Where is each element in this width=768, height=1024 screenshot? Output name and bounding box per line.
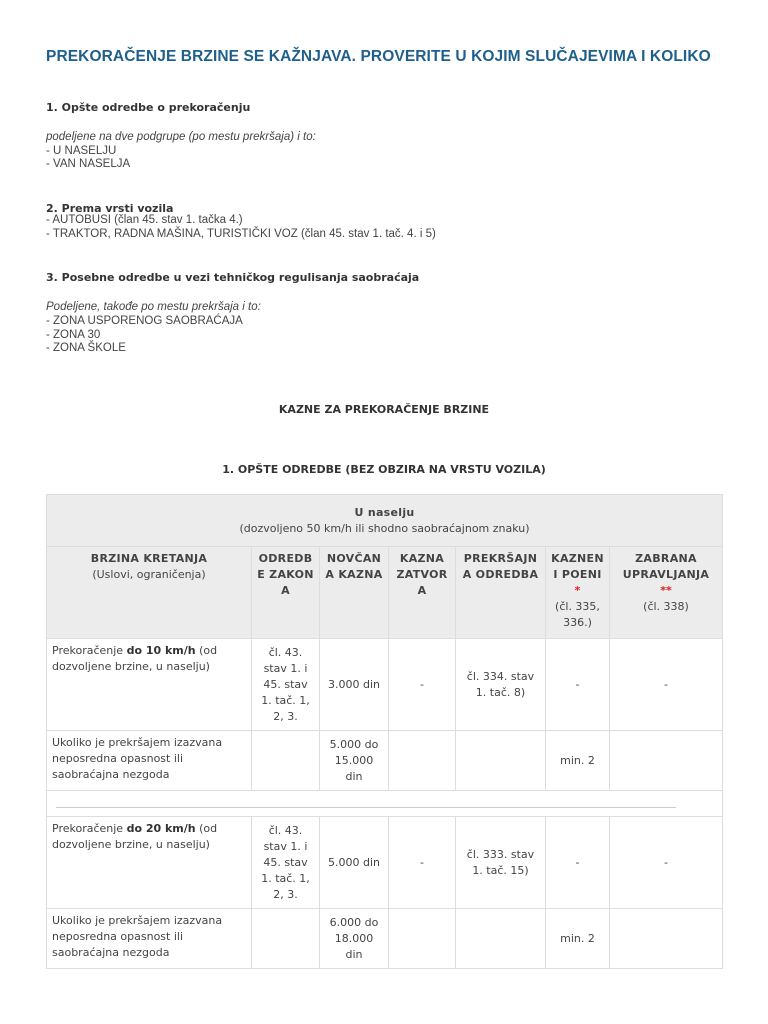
row-description	[47, 639, 252, 731]
prison-cell: -	[389, 817, 456, 909]
offense-cell: čl. 333. stav 1. tač. 15)	[456, 817, 546, 909]
column-header-prison-text: KAZNA ZATVORA	[396, 552, 448, 597]
column-header-points-subtitle: (čl. 335, 336.)	[555, 600, 600, 629]
table-row	[47, 817, 723, 909]
list-item: - TRAKTOR, RADNA MAŠINA, TURISTIČKI VOZ (član 45. stav 1. tač. 4. i 5)	[46, 228, 436, 240]
section-heading-vehicle: 2. Prema vrsti vozila	[46, 202, 174, 215]
fines-heading: KAZNE ZA PREKORAČENJE BRZINE	[278, 403, 490, 416]
law-cell: čl. 43. stav 1. i 45. stav 1. tač. 1, 2, 3.	[252, 639, 320, 731]
description-text: Prekoračenje	[52, 822, 127, 835]
points-cell: -	[546, 639, 610, 731]
offense-cell: čl. 334. stav 1. tač. 8)	[456, 639, 546, 731]
table-row	[47, 909, 723, 969]
table-group-header	[47, 495, 723, 547]
separator-row	[47, 791, 723, 817]
speed-limit-text: do 10 km/h	[126, 644, 196, 657]
prison-cell	[389, 909, 456, 969]
column-header-ban-text: ZABRANA UPRAVLJANJA	[622, 552, 710, 581]
table-header-row	[47, 547, 723, 639]
points-cell: min. 2	[546, 731, 610, 791]
section-intro: podeljene na dve podgrupe (po mestu prekršaja) i to:	[46, 131, 316, 143]
column-header-offense-text: PREKRŠAJNA ODREDBA	[462, 552, 539, 581]
list-item: - ZONA 30	[46, 329, 101, 341]
column-header-speed	[47, 547, 252, 639]
row-description	[47, 817, 252, 909]
prison-cell	[389, 731, 456, 791]
column-header-offense	[456, 547, 546, 639]
list-item: - U NASELJU	[46, 145, 117, 157]
column-header-points-title	[551, 551, 604, 599]
description-text: (od dozvoljene brzine, u naselju)	[52, 644, 218, 673]
column-header-points-text: KAZNENI POENI	[551, 552, 604, 581]
section-heading-general: 1. Opšte odredbe o prekoračenju	[46, 101, 251, 114]
column-header-points	[546, 547, 610, 639]
law-cell	[252, 731, 320, 791]
list-item: - ZONA ŠKOLE	[46, 342, 126, 354]
points-cell: -	[546, 817, 610, 909]
group-title: U naselju	[354, 505, 415, 519]
row-condition: Ukoliko je prekršajem izazvana neposredna opasnost ili saobraćajna nezgoda	[47, 909, 252, 969]
column-header-law	[252, 547, 320, 639]
fine-cell: 3.000 din	[320, 639, 389, 731]
description-text: Prekoračenje	[52, 644, 127, 657]
ban-footnote-mark: **	[660, 584, 672, 597]
fine-cell: 5.000 din	[320, 817, 389, 909]
column-header-law-text: ODREDBE ZAKONA	[257, 552, 314, 597]
points-footnote-mark: *	[574, 584, 581, 597]
ban-cell	[610, 909, 723, 969]
list-item: - VAN NASELJA	[46, 158, 131, 170]
column-header-prison	[389, 547, 456, 639]
list-item: - AUTOBUSI (član 45. stav 1. tačka 4.)	[46, 214, 243, 226]
ban-cell	[610, 731, 723, 791]
column-header-speed-subtitle: (Uslovi, ograničenja)	[92, 568, 206, 581]
speed-limit-text: do 20 km/h	[126, 822, 196, 835]
row-condition: Ukoliko je prekršajem izazvana neposredna opasnost ili saobraćajna nezgoda	[47, 731, 252, 791]
column-header-fine	[320, 547, 389, 639]
points-cell: min. 2	[546, 909, 610, 969]
law-cell: čl. 43. stav 1. i 45. stav 1. tač. 1, 2, 3.	[252, 817, 320, 909]
column-header-ban-subtitle: (čl. 338)	[643, 600, 689, 613]
list-item: - ZONA USPORENOG SAOBRAĆAJA	[46, 315, 243, 327]
fines-table	[46, 494, 723, 969]
ban-cell: -	[610, 639, 723, 731]
column-header-fine-text: NOVČANA KAZNA	[325, 552, 383, 581]
divider	[56, 807, 676, 808]
ban-cell: -	[610, 817, 723, 909]
offense-cell	[456, 731, 546, 791]
law-cell	[252, 909, 320, 969]
general-heading: 1. OPŠTE ODREDBE (BEZ OBZIRA NA VRSTU VOZILA)	[222, 463, 546, 476]
section-heading-special: 3. Posebne odredbe u vezi tehničkog regulisanja saobraćaja	[46, 271, 420, 284]
page-title: PREKORAČENJE BRZINE SE KAŽNJAVA. PROVERITE U KOJIM SLUČAJEVIMA I KOLIKO	[46, 48, 711, 65]
fine-cell: 5.000 do 15.000 din	[320, 731, 389, 791]
offense-cell	[456, 909, 546, 969]
section-intro: Podeljene, takođe po mestu prekršaja i to:	[46, 301, 261, 313]
table-row	[47, 731, 723, 791]
column-header-ban	[610, 547, 723, 639]
table-row	[47, 639, 723, 731]
description-text: (od dozvoljene brzine, u naselju)	[52, 822, 218, 851]
prison-cell: -	[389, 639, 456, 731]
fine-cell: 6.000 do 18.000 din	[320, 909, 389, 969]
group-subtitle: (dozvoljeno 50 km/h ili shodno saobraćajnom znaku)	[239, 521, 530, 535]
column-header-speed-title: BRZINA KRETANJA	[90, 552, 208, 565]
